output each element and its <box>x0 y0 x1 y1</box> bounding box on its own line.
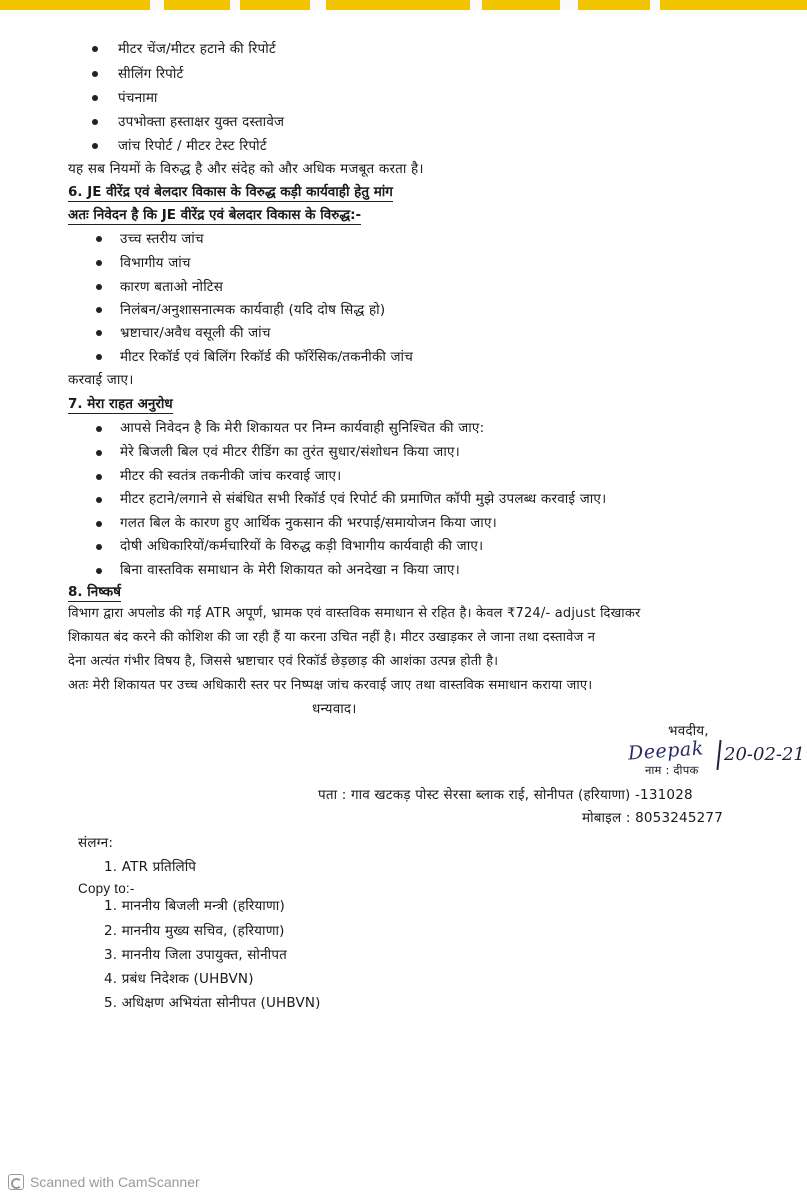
conclusion-line: शिकायत बंद करने की कोशिश की जा रही हैं या करना उचित नहीं है। मीटर उखाड़कर ले जाना तथा दस्तावेज न <box>68 630 596 645</box>
bullet <box>96 521 102 527</box>
camscanner-logo-icon <box>8 1174 24 1190</box>
list-item: मेरे बिजली बिल एवं मीटर रीडिंग का तुरंत सुधार/संशोधन किया जाए। <box>120 444 460 460</box>
address-line: पता : गाव खटकड़ पोस्ट सेरसा ब्लाक राई, सोनीपत (हरियाणा) -131028 <box>318 787 693 803</box>
bullet <box>92 119 98 125</box>
copy-to-item: 3. माननीय जिला उपायुक्त, सोनीपत <box>104 947 288 963</box>
list-item: भ्रष्टाचार/अवैध वसूली की जांच <box>120 325 271 341</box>
bullet <box>96 260 102 266</box>
bullet <box>96 426 102 432</box>
bullet <box>96 307 102 313</box>
copy-to-item: 4. प्रबंध निदेशक (UHBVN) <box>104 971 254 987</box>
list-item: उच्च स्तरीय जांच <box>120 231 204 247</box>
copy-to-item: 1. माननीय बिजली मन्त्री (हरियाणा) <box>104 898 285 914</box>
list-item: मीटर हटाने/लगाने से संबंधित सभी रिकॉर्ड एवं रिपोर्ट की प्रमाणित कॉपी मुझे उपलब्ध करवाई जाए। <box>120 491 607 507</box>
camscanner-watermark <box>8 1174 200 1190</box>
bullet <box>96 568 102 574</box>
list-item: मीटर रिकॉर्ड एवं बिलिंग रिकॉर्ड की फॉरेंसिक/तकनीकी जांच <box>120 349 414 365</box>
watermark-text: Scanned with CamScanner <box>30 1174 200 1190</box>
conclusion-line: देना अत्यंत गंभीर विषय है, जिससे भ्रष्टाचार एवं रिकॉर्ड छेड़छाड़ की आशंका उत्पन्न होती है। <box>68 654 499 669</box>
list-item: विभागीय जांच <box>120 255 191 271</box>
signature: Deepak <box>627 737 705 765</box>
closing-text: भवदीय, <box>668 723 709 739</box>
section-6-heading: 6. JE वीरेंद्र एवं बेलदार विकास के विरुद्ध कड़ी कार्यवाही हेतु मांग <box>68 184 393 200</box>
bullet <box>96 284 102 290</box>
conclusion-line: अतः मेरी शिकायत पर उच्च अधिकारी स्तर पर निष्पक्ष जांच करवाई जाए तथा वास्तविक समाधान कराया जाए। <box>68 678 593 693</box>
bullet <box>96 544 102 550</box>
enclosure-heading: संलग्न: <box>78 835 114 851</box>
list-item: कारण बताओ नोटिस <box>120 279 224 295</box>
list-item: दोषी अधिकारियों/कर्मचारियों के विरुद्ध कड़ी विभागीय कार्यवाही की जाए। <box>120 538 484 554</box>
thanks-text: धन्यवाद। <box>312 701 357 717</box>
bullet <box>96 236 102 242</box>
list-item: उपभोक्ता हस्ताक्षर युक्त दस्तावेज <box>118 114 285 130</box>
conclusion-line: विभाग द्वारा अपलोड की गई ATR अपूर्ण, भ्रामक एवं वास्तविक समाधान से रहित है। केवल ₹724/- adjust दिखाकर <box>68 606 641 621</box>
enclosure-item: 1. ATR प्रतिलिपि <box>104 859 197 875</box>
bullet <box>92 143 98 149</box>
list-item: निलंबन/अनुशासनात्मक कार्यवाही (यदि दोष सिद्ध हो) <box>120 302 386 318</box>
paragraph: करवाई जाए। <box>68 372 134 388</box>
section-7-heading: 7. मेरा राहत अनुरोध <box>68 396 173 412</box>
scan-top-edge <box>0 0 807 10</box>
signature-date: 20-02-21 <box>724 744 805 765</box>
section-8-heading: 8. निष्कर्ष <box>68 584 121 600</box>
mobile-line: मोबाइल : 8053245277 <box>582 810 723 826</box>
bullet <box>92 46 98 52</box>
bullet <box>96 474 102 480</box>
bullet <box>92 71 98 77</box>
copy-to-heading: Copy to:- <box>78 881 135 896</box>
section-6-intro: अतः निवेदन है कि JE वीरेंद्र एवं बेलदार विकास के विरुद्ध:- <box>68 207 362 223</box>
bullet <box>96 450 102 456</box>
bullet <box>96 330 102 336</box>
list-item: जांच रिपोर्ट / मीटर टेस्ट रिपोर्ट <box>118 138 267 154</box>
bullet <box>96 497 102 503</box>
name-line: नाम : दीपक <box>645 763 699 777</box>
list-item: सीलिंग रिपोर्ट <box>118 66 184 82</box>
list-item: आपसे निवेदन है कि मेरी शिकायत पर निम्न कार्यवाही सुनिश्चित की जाए: <box>120 420 485 436</box>
list-item: बिना वास्तविक समाधान के मेरी शिकायत को अनदेखा न किया जाए। <box>120 562 460 578</box>
bullet <box>92 95 98 101</box>
list-item: मीटर चेंज/मीटर हटाने की रिपोर्ट <box>118 41 276 57</box>
copy-to-item: 5. अधिक्षण अभियंता सोनीपत (UHBVN) <box>104 995 321 1011</box>
list-item: मीटर की स्वतंत्र तकनीकी जांच करवाई जाए। <box>120 468 342 484</box>
paragraph: यह सब नियमों के विरुद्ध है और संदेह को और अधिक मजबूत करता है। <box>68 161 424 177</box>
bullet <box>96 354 102 360</box>
copy-to-item: 2. माननीय मुख्य सचिव, (हरियाणा) <box>104 923 285 939</box>
list-item: गलत बिल के कारण हुए आर्थिक नुकसान की भरपाई/समायोजन किया जाए। <box>120 515 497 531</box>
list-item: पंचनामा <box>118 90 158 106</box>
signature-separator <box>716 740 721 770</box>
